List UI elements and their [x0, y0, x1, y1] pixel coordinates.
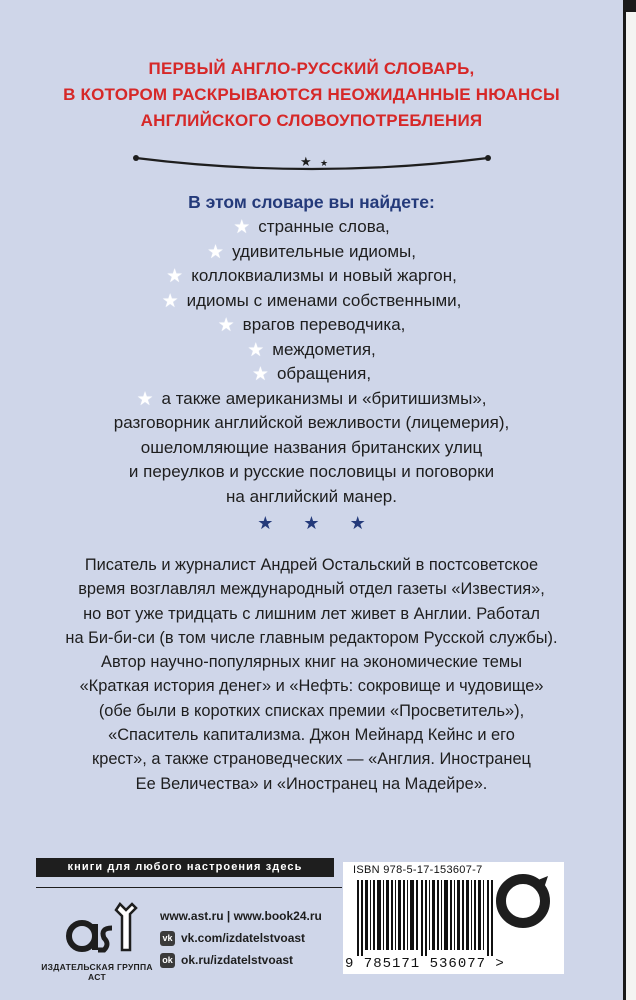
headline-line: АНГЛИЙСКОГО СЛОВОУПОТРЕБЛЕНИЯ — [140, 111, 483, 130]
author-bio — [0, 553, 623, 796]
list-item: ★ идиомы с именами собственными, — [0, 289, 623, 314]
star-icon: ★ — [251, 364, 269, 385]
list-item: ★ удивительные идиомы, — [0, 240, 623, 265]
headline — [0, 56, 623, 134]
bio-line: крест», а также страноведческих — «Англия. Иностранец — [92, 750, 531, 769]
star-icon: ★ — [233, 217, 251, 238]
svg-text:аст: аст — [60, 898, 62, 899]
publisher-caption: ИЗДАТЕЛЬСКАЯ ГРУППА АСТ — [41, 962, 153, 982]
bio-line: «Краткая история денег» и «Нефть: сокровище и чудовище» — [79, 677, 544, 696]
list-item: на английский манер. — [226, 486, 397, 506]
vk-link[interactable] — [160, 927, 322, 949]
star-icon: ★ — [136, 388, 154, 410]
publisher-tagline: книги для любого настроения здесь — [36, 858, 334, 877]
bio-line: время возглавлял международный отдел газеты «Известия», — [78, 580, 545, 599]
publisher-logo — [60, 898, 140, 956]
star-icon: ★ — [349, 513, 366, 533]
bio-line: «Спаситель капитализма. Джон Мейнард Кейнс и его — [108, 726, 515, 745]
star-separator — [0, 513, 623, 534]
circle-logo — [494, 870, 552, 932]
bio-line: Писатель и журналист Андрей Остальский в постсоветское — [84, 556, 539, 574]
list-item: разговорник английской вежливости (лицемерия), — [113, 413, 510, 432]
headline-line: В КОТОРОМ РАСКРЫВАЮТСЯ НЕОЖИДАННЫЕ НЮАНСЫ — [63, 85, 560, 104]
isbn: ISBN 978-5-17-153607-7 — [353, 864, 483, 876]
publisher-links — [160, 905, 322, 971]
list-item: ★ врагов переводчика, — [0, 313, 623, 338]
vk-icon: vk — [160, 931, 175, 946]
svg-text:★: ★ — [320, 159, 329, 169]
list-item: и переулков и русские пословицы и поговорки — [128, 462, 495, 481]
book-spine-edge — [623, 0, 636, 1000]
star-icon: ★ — [207, 241, 225, 263]
ok-link[interactable] — [160, 949, 322, 971]
vk-link-text: vk.com/izdatelstvoast — [181, 931, 306, 945]
star-icon: ★ — [217, 315, 235, 336]
star-icon: ★ — [161, 290, 179, 312]
barcode — [357, 880, 497, 956]
dictionary-heading: В этом словаре вы найдете: — [188, 192, 435, 212]
list-item: ★ а также американизмы и «бритишизмы», — [0, 387, 623, 412]
headline-line: ПЕРВЫЙ АНГЛО-РУССКИЙ СЛОВАРЬ, — [148, 59, 475, 78]
barcode-digits: 9 785171 536077 > — [345, 956, 505, 972]
bio-line: но вот уже тридцать с лишним лет живет в Англии. Работал — [83, 604, 540, 623]
list-item: ★ междометия, — [0, 338, 623, 363]
bio-line: на Би-би-си (в том числе главным редактором Русской службы). — [65, 628, 558, 647]
star-icon: ★ — [247, 339, 265, 361]
list-item: ★ обращения, — [0, 362, 623, 387]
ok-icon: ok — [160, 953, 175, 968]
ornament-divider — [132, 150, 492, 174]
bio-line: (обе были в коротких списках премии «Просветитель»), — [98, 701, 525, 720]
star-icon: ★ — [303, 513, 320, 533]
ok-link-text: ok.ru/izdatelstvoast — [181, 953, 294, 967]
star-icon: ★ — [166, 266, 184, 287]
svg-text:★: ★ — [300, 155, 312, 170]
star-icon: ★ — [257, 513, 274, 533]
list-item: ошеломляющие названия британских улиц — [140, 437, 483, 457]
bio-line: Автор научно-популярных книг на экономические темы — [101, 653, 522, 672]
list-item: ★ коллоквиализмы и новый жаргон, — [0, 264, 623, 289]
bio-line: Ее Величества» и «Иностранец на Мадейре». — [135, 774, 488, 793]
list-item: ★ странные слова, — [0, 215, 623, 240]
website-links[interactable]: www.ast.ru | www.book24.ru — [160, 909, 322, 923]
feature-list — [0, 215, 623, 509]
divider — [36, 887, 342, 888]
